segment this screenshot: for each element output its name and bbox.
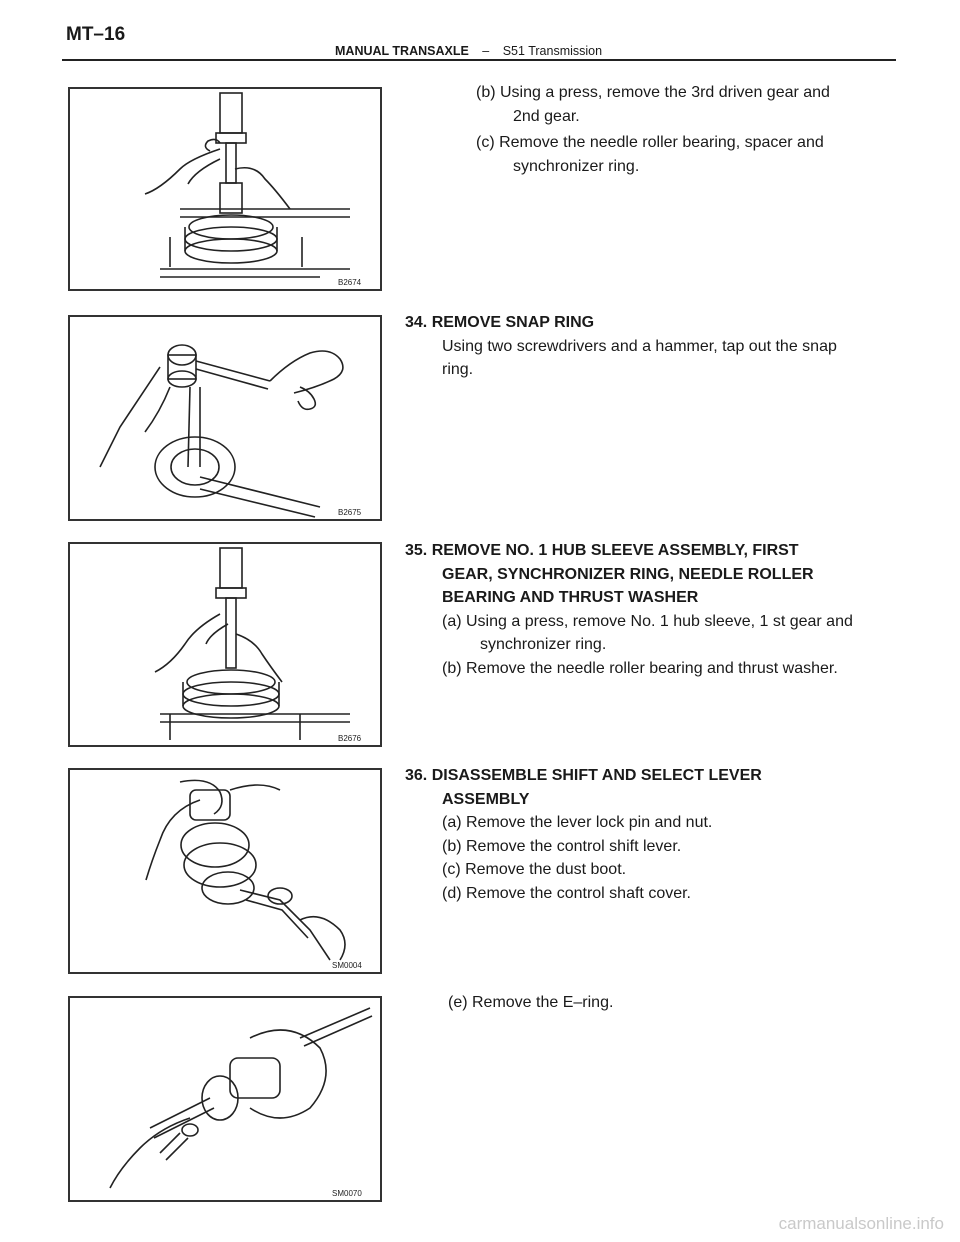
step-36-e-text: (e) Remove the E–ring. [448,994,614,1011]
step-35-title: 35. REMOVE NO. 1 HUB SLEEVE ASSEMBLY, FIRST [405,542,799,559]
step-36-title-cont: ASSEMBLY [442,790,530,808]
step-35-b: (b) Remove the needle roller bearing and thrust washer. [442,659,838,677]
step-36-title: 36. DISASSEMBLE SHIFT AND SELECT LEVER [405,767,762,784]
figure-code: B2674 [338,278,362,287]
step-34-body-cont: ring. [442,361,474,378]
press-gears-illustration [70,89,380,289]
figure-code: SM0004 [332,961,362,970]
step-35 [405,539,853,680]
figure-e-ring [68,996,382,1202]
page-number: MT–16 [66,24,126,45]
step-36-e [448,991,613,1015]
running-header [335,44,602,58]
figure-shift-lever [68,768,382,974]
step-33-b-cont: 2nd gear. [513,107,580,125]
step-36-c: (c) Remove the dust boot. [442,861,627,878]
step-35-a-cont: synchronizer ring. [480,636,607,653]
figure-press-gears [68,87,382,291]
step-35-title-cont2: BEARING AND THRUST WASHER [442,589,699,606]
header-separator: – [482,44,490,58]
shift-lever-illustration [70,770,380,972]
header-rule [62,59,896,61]
watermark: carmanualsonline.info [778,1214,944,1233]
step-33-b: (b) Using a press, remove the 3rd driven gear and [476,84,830,101]
e-ring-illustration [70,998,380,1200]
step-36-b: (b) Remove the control shift lever. [442,837,682,855]
subsection-title: S51 Transmission [502,44,603,58]
figure-code: SM0070 [332,1189,362,1198]
section-title: MANUAL TRANSAXLE [335,44,469,58]
figure-snap-ring [68,315,382,521]
step-34 [405,311,837,382]
step-34-body: Using two screwdrivers and a hammer, tap out the snap [442,337,837,355]
step-33-continued [476,81,830,178]
step-34-title: 34. REMOVE SNAP RING [405,314,595,331]
step-33-c-cont: synchronizer ring. [513,157,640,175]
step-35-a: (a) Using a press, remove No. 1 hub sleeve, 1 st gear and [442,612,853,630]
step-35-title-cont: GEAR, SYNCHRONIZER RING, NEEDLE ROLLER [442,565,814,583]
step-36 [405,764,762,905]
figure-code: B2676 [338,734,362,743]
figure-hub-sleeve-press [68,542,382,747]
hub-sleeve-press-illustration [70,544,380,745]
figure-code: B2675 [338,508,362,517]
step-36-d: (d) Remove the control shaft cover. [442,884,691,902]
step-36-a: (a) Remove the lever lock pin and nut. [442,814,713,831]
step-33-c: (c) Remove the needle roller bearing, spacer and [476,134,824,151]
snap-ring-illustration [70,317,380,519]
